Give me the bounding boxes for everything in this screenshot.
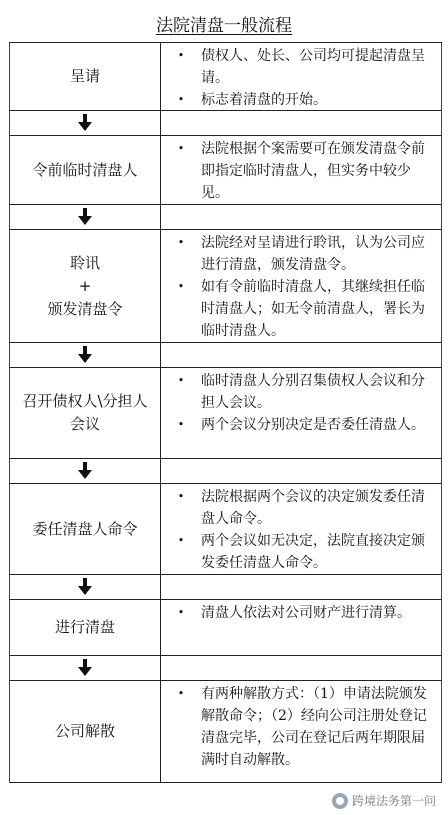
- flow-table: [9, 42, 442, 783]
- bullet-dot-icon: •: [177, 236, 185, 249]
- arrow-cell: [10, 205, 161, 229]
- arrow-cell: [10, 575, 161, 599]
- step-description: [161, 484, 441, 574]
- bullet-item: [161, 370, 441, 414]
- bullet-text: 两个会议分别决定是否委任清盘人。: [201, 417, 425, 433]
- wechat-account-icon: [332, 793, 348, 809]
- arrow-row: [9, 205, 442, 230]
- bullet-item: [161, 45, 441, 89]
- arrow-row-spacer: [161, 343, 441, 367]
- bullet-dot-icon: •: [177, 142, 185, 155]
- arrow-row-spacer: [161, 111, 441, 135]
- step-label-line: 呈请: [69, 67, 100, 85]
- down-arrow-icon: [77, 208, 93, 226]
- down-arrow-icon: [77, 346, 93, 364]
- step-label: [10, 368, 161, 458]
- bullet-item: [161, 486, 441, 530]
- down-arrow-icon: [77, 659, 93, 677]
- step-row: [9, 484, 442, 575]
- bullet-item: [161, 602, 441, 624]
- watermark-text: 跨境法务第一问: [351, 794, 436, 808]
- bullet-dot-icon: •: [177, 280, 185, 293]
- bullet-text: 如有令前临时清盘人，其继续担任临时清盘人；如无令前清盘人，署长为临时清盘人。: [201, 279, 425, 339]
- step-description: [161, 230, 441, 342]
- bullet-text: 两个会议如无决定，法院直接决定颁发委任清盘人命令。: [201, 533, 425, 571]
- bullet-text: 临时清盘人分别召集债权人会议和分担人会议。: [201, 373, 425, 411]
- arrow-row: [9, 459, 442, 484]
- step-row: [9, 230, 442, 343]
- bullet-text: 清盘人依法对公司财产进行清算。: [201, 605, 411, 621]
- arrow-row-spacer: [161, 205, 441, 229]
- bullet-text: 有两种解散方式：（1）申请法院颁发解散命令；（2）经向公司注册处登记清盘完毕，公司在登记后两年期限届满时自动解散。: [201, 686, 427, 768]
- bullet-item: [161, 138, 441, 204]
- bullet-dot-icon: •: [177, 93, 185, 106]
- arrow-row: [9, 111, 442, 136]
- bullet-item: [161, 683, 441, 771]
- step-row: [9, 43, 442, 111]
- bullet-item: [161, 530, 441, 574]
- step-label-line: 公司解散: [54, 722, 115, 740]
- bullet-dot-icon: •: [177, 534, 185, 547]
- bullet-text: 债权人、处长、公司均可提起清盘呈请。: [201, 48, 425, 86]
- bullet-text: 法院经对呈请进行聆讯，认为公司应进行清盘，颁发清盘令。: [201, 235, 425, 273]
- bullet-item: [161, 89, 441, 111]
- bullet-text: 法院根据个案需要可在颁发清盘令前即指定临时清盘人，但实务中较少见。: [201, 141, 425, 201]
- step-label: [10, 43, 161, 110]
- watermark: [332, 792, 436, 809]
- step-description: [161, 368, 441, 458]
- arrow-cell: [10, 343, 161, 367]
- bullet-dot-icon: •: [177, 687, 185, 700]
- arrow-cell: [10, 459, 161, 483]
- step-label-line: +: [78, 276, 92, 295]
- step-row: [9, 136, 442, 205]
- step-description: [161, 43, 441, 110]
- bullet-text: 法院根据两个会议的决定颁发委任清盘人命令。: [201, 489, 425, 527]
- arrow-row: [9, 656, 442, 681]
- step-description: [161, 136, 441, 204]
- down-arrow-icon: [77, 578, 93, 596]
- bullet-text: 标志着清盘的开始。: [201, 92, 327, 108]
- step-label: [10, 600, 161, 655]
- bullet-dot-icon: •: [177, 490, 185, 503]
- step-label: [10, 230, 161, 342]
- step-description: [161, 600, 441, 655]
- step-row: [9, 681, 442, 783]
- step-row: [9, 368, 442, 459]
- bullet-dot-icon: •: [177, 374, 185, 387]
- step-row: [9, 600, 442, 656]
- arrow-row: [9, 343, 442, 368]
- step-label-line: 委任清盘人命令: [32, 519, 138, 538]
- step-label: [10, 484, 161, 574]
- bullet-item: [161, 414, 441, 436]
- bullet-item: [161, 232, 441, 276]
- step-description: [161, 681, 441, 782]
- down-arrow-icon: [77, 462, 93, 480]
- step-label: [10, 136, 161, 204]
- step-label: [10, 681, 161, 782]
- step-label-line: 召开债权人\分担人: [22, 392, 148, 410]
- bullet-dot-icon: •: [177, 49, 185, 62]
- arrow-row-spacer: [161, 459, 441, 483]
- step-label-line: 颁发清盘令: [47, 299, 123, 318]
- step-label-line: 令前临时清盘人: [32, 160, 138, 179]
- page-title-text: 法院清盘一般流程: [156, 16, 292, 36]
- arrow-row-spacer: [161, 575, 441, 599]
- down-arrow-icon: [77, 114, 93, 132]
- arrow-cell: [10, 656, 161, 680]
- bullet-dot-icon: •: [177, 418, 185, 431]
- step-label-line: 聆讯: [69, 253, 100, 272]
- arrow-cell: [10, 111, 161, 135]
- bullet-dot-icon: •: [177, 606, 185, 619]
- arrow-row-spacer: [161, 656, 441, 680]
- bullet-item: [161, 276, 441, 342]
- arrow-row: [9, 575, 442, 600]
- step-label-line: 会议: [69, 415, 100, 433]
- page-title: [0, 14, 448, 38]
- step-label-line: 进行清盘: [54, 618, 115, 636]
